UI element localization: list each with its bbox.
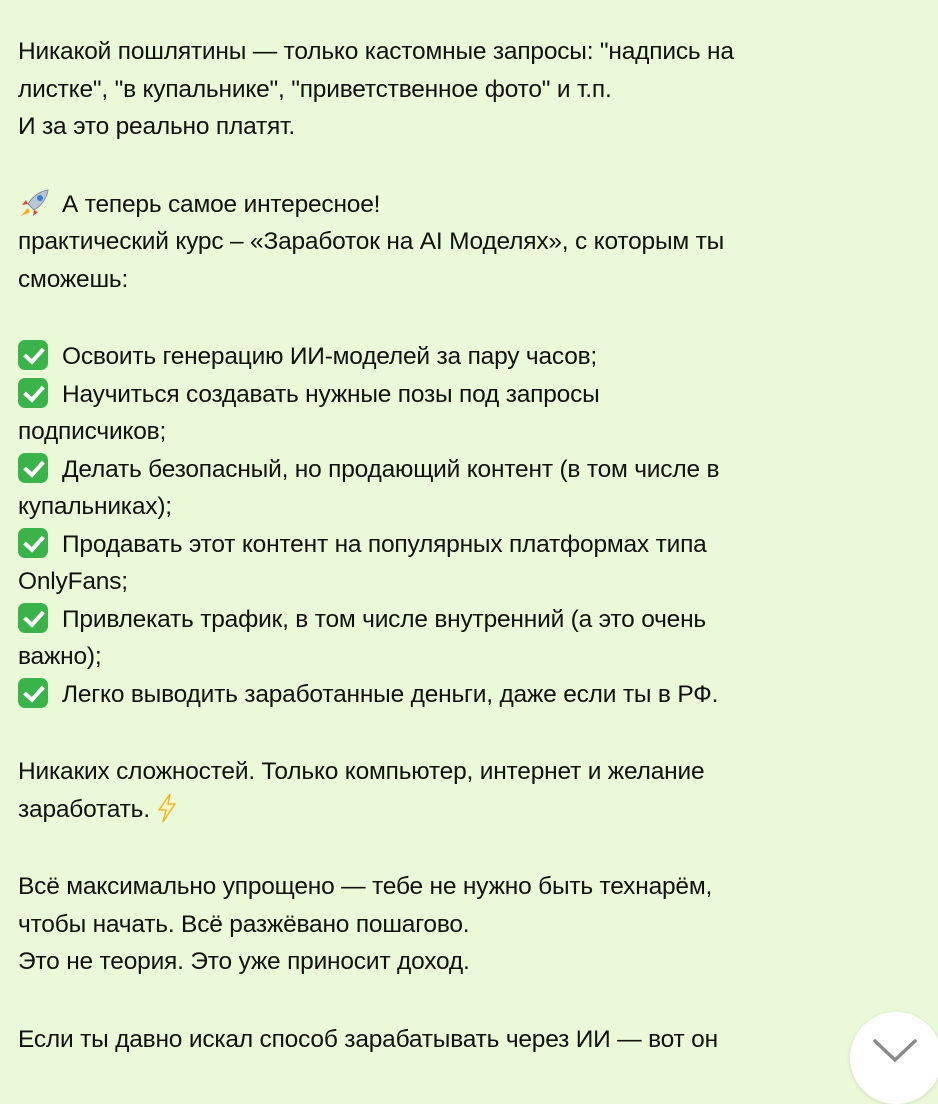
text-line: чтобы начать. Всё разжёвано пошагово. [18,910,470,938]
list-item-cont: купальниках); [18,493,172,520]
lightning-icon [156,793,178,835]
scroll-down-button[interactable] [850,1012,938,1104]
text-span: заработать. [18,795,150,823]
message-text [18,33,928,1058]
text-line: И за это реально платят. [18,113,295,140]
text-line: Никакой пошлятины — только кастомные запросы: "надпись на [18,38,734,65]
text-line: Это не теория. Это уже приносит доход. [18,948,470,975]
list-item [18,601,928,639]
list-item [18,376,928,414]
text-line: Всё максимально упрощено — тебе не нужно быть технарём, [18,873,713,900]
checklist [18,338,928,713]
list-item-cont: важно); [18,643,102,670]
text-line: практический курс – «Заработок на AI Моделях», с которым ты [18,228,725,255]
list-item-text: Привлекать трафик, в том числе внутренний (а это очень [62,605,706,633]
check-mark-icon [18,678,48,708]
text-line [18,186,928,224]
highlight-heading: А теперь самое интересное! [62,190,381,218]
text-line: листке", "в купальнике", "приветственное фото" и т.п. [18,75,612,103]
list-item-cont: подписчиков; [18,418,167,445]
check-mark-icon [18,453,48,483]
list-item [18,526,928,564]
list-item [18,676,928,714]
list-item-text: Научиться создавать нужные позы под запросы [62,380,600,408]
list-item-text: Легко выводить заработанные деньги, даже если ты в РФ. [62,680,719,708]
text-line [18,791,928,829]
check-mark-icon [18,603,48,633]
check-mark-icon [18,528,48,558]
text-line: Никаких сложностей. Только компьютер, интернет и желание [18,758,705,785]
chevron-down-icon [872,1038,918,1064]
text-line: Если ты давно искал способ зарабатывать через ИИ — вот он [18,1025,718,1053]
check-mark-icon [18,340,48,370]
list-item-text: Продавать этот контент на популярных платформах типа [62,530,707,558]
list-item-text: Делать безопасный, но продающий контент (в том числе в [62,455,720,483]
list-item-text: Освоить генерацию ИИ-моделей за пару часов; [62,343,598,370]
list-item [18,451,928,489]
check-mark-icon [18,378,48,408]
list-item-cont: OnlyFans; [18,568,128,595]
list-item [18,338,928,376]
text-line: сможешь: [18,265,129,293]
